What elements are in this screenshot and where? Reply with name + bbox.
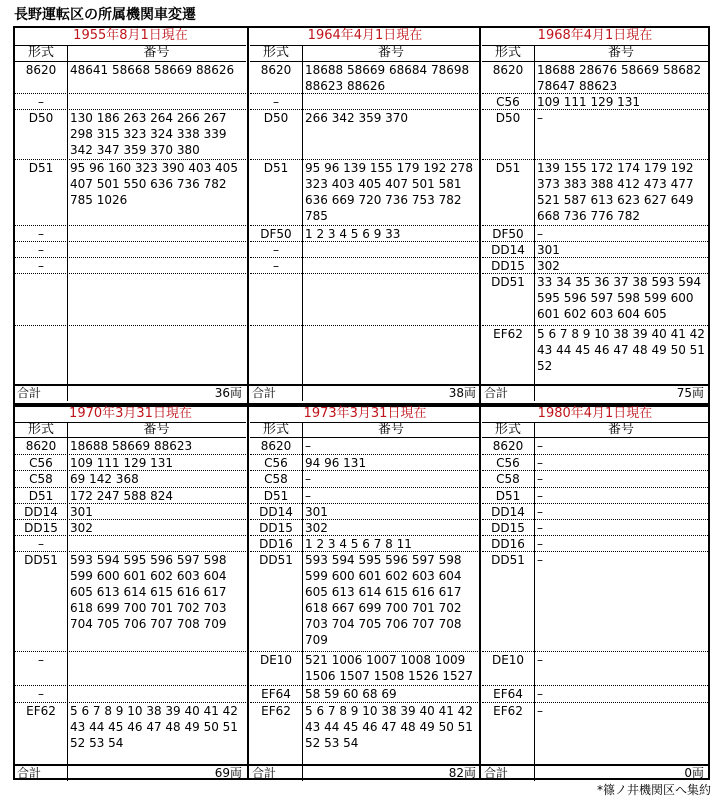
total-value: 69両 bbox=[214, 766, 242, 780]
number-cell bbox=[303, 274, 478, 326]
model-cell: D50 bbox=[263, 111, 289, 125]
model-cell: DD15 bbox=[491, 521, 525, 535]
number-cell: 521 1006 1007 1008 1009 1506 1507 1508 1526 1527 bbox=[305, 653, 473, 683]
number-cell: 593 594 595 596 597 598 599 600 601 602 603 604 605 613 614 615 616 617 618 667 699 700 701 702 703 704 705 706 707 708 709 bbox=[305, 553, 462, 647]
model-cell: D50 bbox=[28, 111, 54, 125]
model-header: 形式 bbox=[494, 422, 521, 437]
model-cell: – bbox=[38, 537, 44, 551]
number-cell: 301 bbox=[305, 505, 328, 519]
total-value: 36両 bbox=[214, 386, 242, 400]
number-cell: 94 96 131 bbox=[305, 456, 367, 470]
model-cell: D51 bbox=[263, 161, 289, 175]
model-cell: D51 bbox=[28, 489, 54, 503]
number-header: 番号 bbox=[143, 422, 170, 437]
period-date: 1968年4月1日現在 bbox=[537, 28, 653, 43]
number-cell bbox=[303, 94, 478, 110]
period-date: 1973年3月31日現在 bbox=[303, 406, 427, 421]
number-cell: – bbox=[537, 456, 543, 470]
model-divider bbox=[534, 765, 535, 781]
model-divider bbox=[67, 765, 68, 781]
model-cell: DF50 bbox=[260, 227, 292, 241]
model-cell: – bbox=[38, 653, 44, 667]
number-cell: – bbox=[537, 653, 543, 667]
number-cell bbox=[68, 242, 244, 258]
model-cell: C56 bbox=[496, 456, 520, 470]
model-cell: C58 bbox=[496, 472, 520, 486]
period-date: 1970年3月31日現在 bbox=[69, 406, 192, 421]
model-divider bbox=[302, 385, 303, 401]
number-cell: – bbox=[537, 553, 543, 567]
model-header: 形式 bbox=[27, 45, 54, 60]
model-cell: D51 bbox=[28, 161, 54, 175]
number-cell: – bbox=[537, 704, 543, 718]
model-cell: EF62 bbox=[26, 704, 56, 718]
model-cell: DF50 bbox=[492, 227, 524, 241]
number-cell: 18688 28676 58669 58682 78647 88623 bbox=[537, 63, 702, 93]
model-cell: DD15 bbox=[24, 521, 58, 535]
number-cell: – bbox=[537, 111, 543, 125]
number-header: 番号 bbox=[607, 45, 634, 60]
model-header: 形式 bbox=[27, 422, 54, 437]
number-cell: – bbox=[537, 537, 543, 551]
number-cell: 95 96 160 323 390 403 405 407 501 550 636 736 782 785 1026 bbox=[70, 161, 238, 207]
model-cell: DD51 bbox=[491, 275, 525, 289]
total-value: 75両 bbox=[676, 386, 704, 400]
number-cell: – bbox=[537, 489, 543, 503]
number-cell: 130 186 263 264 266 267 298 315 323 324 338 339 342 347 359 370 380 bbox=[70, 111, 227, 157]
number-cell: – bbox=[537, 227, 543, 241]
number-cell: 18688 58669 88623 bbox=[70, 439, 193, 453]
model-cell: – bbox=[273, 243, 279, 257]
period-date: 1964年4月1日現在 bbox=[307, 28, 423, 43]
model-cell: EF64 bbox=[493, 687, 523, 701]
number-cell bbox=[303, 242, 478, 258]
number-cell: – bbox=[537, 439, 543, 453]
number-cell: 95 96 139 155 179 192 278 323 403 405 407 501 581 636 669 720 736 753 782 785 bbox=[305, 161, 473, 223]
number-cell: 109 111 129 131 bbox=[537, 95, 641, 109]
number-cell: 266 342 359 370 bbox=[305, 111, 409, 125]
period-date: 1980年4月1日現在 bbox=[537, 406, 653, 421]
number-cell bbox=[68, 94, 244, 110]
number-cell: 302 bbox=[537, 259, 560, 273]
model-cell: C56 bbox=[264, 456, 288, 470]
model-cell: 8620 bbox=[25, 439, 57, 453]
model-cell: – bbox=[38, 243, 44, 257]
number-cell: 58 59 60 68 69 bbox=[305, 687, 397, 701]
model-header: 形式 bbox=[494, 45, 521, 60]
number-cell: 139 155 172 174 179 192 373 383 388 412 473 477 521 587 613 623 627 649 668 736 776 782 bbox=[537, 161, 694, 223]
number-cell: 1 2 3 4 5 6 7 8 11 bbox=[305, 537, 412, 551]
number-cell bbox=[303, 258, 478, 274]
total-value: 82両 bbox=[448, 766, 476, 780]
total-label: 合計 bbox=[252, 386, 277, 400]
model-cell: DD14 bbox=[259, 505, 293, 519]
roster-table bbox=[13, 26, 710, 780]
number-cell: 48641 58668 58669 88626 bbox=[70, 63, 235, 77]
model-cell: DD16 bbox=[259, 537, 293, 551]
period-date: 1955年8月1日現在 bbox=[73, 28, 188, 43]
total-value: 38両 bbox=[448, 386, 476, 400]
number-cell: 109 111 129 131 bbox=[70, 456, 174, 470]
model-divider bbox=[534, 385, 535, 401]
number-cell bbox=[68, 326, 244, 376]
model-cell: 8620 bbox=[492, 63, 524, 77]
model-cell: C56 bbox=[496, 95, 520, 109]
model-cell: – bbox=[38, 687, 44, 701]
number-cell: – bbox=[537, 472, 543, 486]
model-cell: 8620 bbox=[260, 439, 292, 453]
model-cell: – bbox=[273, 259, 279, 273]
number-header: 番号 bbox=[143, 45, 170, 60]
model-cell: 8620 bbox=[492, 439, 524, 453]
number-cell: 172 247 588 824 bbox=[70, 489, 174, 503]
total-label: 合計 bbox=[17, 766, 42, 780]
number-cell: 5 6 7 8 9 10 38 39 40 41 42 43 44 45 46 47 48 49 50 51 52 bbox=[537, 327, 705, 373]
model-header: 形式 bbox=[262, 45, 289, 60]
number-cell bbox=[68, 652, 244, 686]
model-cell: D50 bbox=[495, 111, 521, 125]
number-cell bbox=[68, 258, 244, 274]
number-cell: – bbox=[305, 489, 311, 503]
model-cell bbox=[250, 326, 302, 376]
number-cell: – bbox=[305, 439, 311, 453]
model-header: 形式 bbox=[262, 422, 289, 437]
model-cell: 8620 bbox=[25, 63, 57, 77]
model-cell: DD51 bbox=[24, 553, 58, 567]
model-cell: – bbox=[38, 227, 44, 241]
total-label: 合計 bbox=[484, 386, 509, 400]
model-cell: C58 bbox=[29, 472, 53, 486]
model-cell bbox=[15, 326, 67, 376]
model-cell: DD51 bbox=[259, 553, 293, 567]
number-cell: – bbox=[537, 687, 543, 701]
model-cell bbox=[250, 274, 302, 326]
model-cell: DD14 bbox=[24, 505, 58, 519]
model-cell: C58 bbox=[264, 472, 288, 486]
number-header: 番号 bbox=[377, 45, 404, 60]
number-header: 番号 bbox=[377, 422, 404, 437]
total-label: 合計 bbox=[17, 386, 42, 400]
page-title: 長野運転区の所属機関車変遷 bbox=[14, 7, 196, 23]
model-cell: DD14 bbox=[491, 505, 525, 519]
model-cell: EF64 bbox=[261, 687, 291, 701]
model-cell: DD15 bbox=[491, 259, 525, 273]
model-cell: DE10 bbox=[259, 653, 293, 667]
number-cell: – bbox=[305, 472, 311, 486]
model-cell: DE10 bbox=[491, 653, 525, 667]
number-cell: 302 bbox=[70, 521, 93, 535]
model-cell: EF62 bbox=[493, 704, 523, 718]
model-cell: EF62 bbox=[261, 704, 291, 718]
total-label: 合計 bbox=[252, 766, 277, 780]
model-cell: D51 bbox=[495, 161, 521, 175]
footnote: *篠ノ井機関区へ集約 bbox=[596, 783, 711, 797]
model-cell: 8620 bbox=[260, 63, 292, 77]
model-cell: – bbox=[38, 259, 44, 273]
number-cell bbox=[68, 686, 244, 703]
total-label: 合計 bbox=[484, 766, 509, 780]
number-cell: 301 bbox=[537, 243, 560, 257]
number-cell: – bbox=[537, 505, 543, 519]
model-cell: D51 bbox=[495, 489, 521, 503]
model-cell: DD51 bbox=[491, 553, 525, 567]
model-cell: DD14 bbox=[491, 243, 525, 257]
number-cell: 33 34 35 36 37 38 593 594 595 596 597 598 599 600 601 602 603 604 605 bbox=[537, 275, 702, 321]
number-cell: 69 142 368 bbox=[70, 472, 139, 486]
number-cell bbox=[303, 326, 478, 376]
total-value: 0両 bbox=[684, 766, 704, 780]
number-header: 番号 bbox=[607, 422, 634, 437]
model-divider bbox=[67, 385, 68, 401]
model-cell: D51 bbox=[263, 489, 289, 503]
model-cell: – bbox=[38, 95, 44, 109]
model-cell: C56 bbox=[29, 456, 53, 470]
model-cell bbox=[15, 274, 67, 326]
number-cell: 18688 58669 68684 78698 88623 88626 bbox=[305, 63, 470, 93]
model-cell: EF62 bbox=[493, 327, 523, 341]
number-cell: 1 2 3 4 5 6 9 33 bbox=[305, 227, 401, 241]
model-cell: DD15 bbox=[259, 521, 293, 535]
number-cell: 5 6 7 8 9 10 38 39 40 41 42 43 44 45 46 47 48 49 50 51 52 53 54 bbox=[70, 704, 238, 750]
number-cell bbox=[68, 274, 244, 326]
model-cell: – bbox=[273, 95, 279, 109]
number-cell bbox=[68, 226, 244, 242]
model-cell: DD16 bbox=[491, 537, 525, 551]
model-divider bbox=[302, 765, 303, 781]
number-cell: – bbox=[537, 521, 543, 535]
number-cell: 301 bbox=[70, 505, 93, 519]
number-cell: 302 bbox=[305, 521, 328, 535]
number-cell: 593 594 595 596 597 598 599 600 601 602 603 604 605 613 614 615 616 617 618 699 700 701 702 703 704 705 706 707 708 709 bbox=[70, 553, 227, 631]
number-cell bbox=[68, 536, 244, 552]
number-cell: 5 6 7 8 9 10 38 39 40 41 42 43 44 45 46 47 48 49 50 51 52 53 54 bbox=[305, 704, 473, 750]
